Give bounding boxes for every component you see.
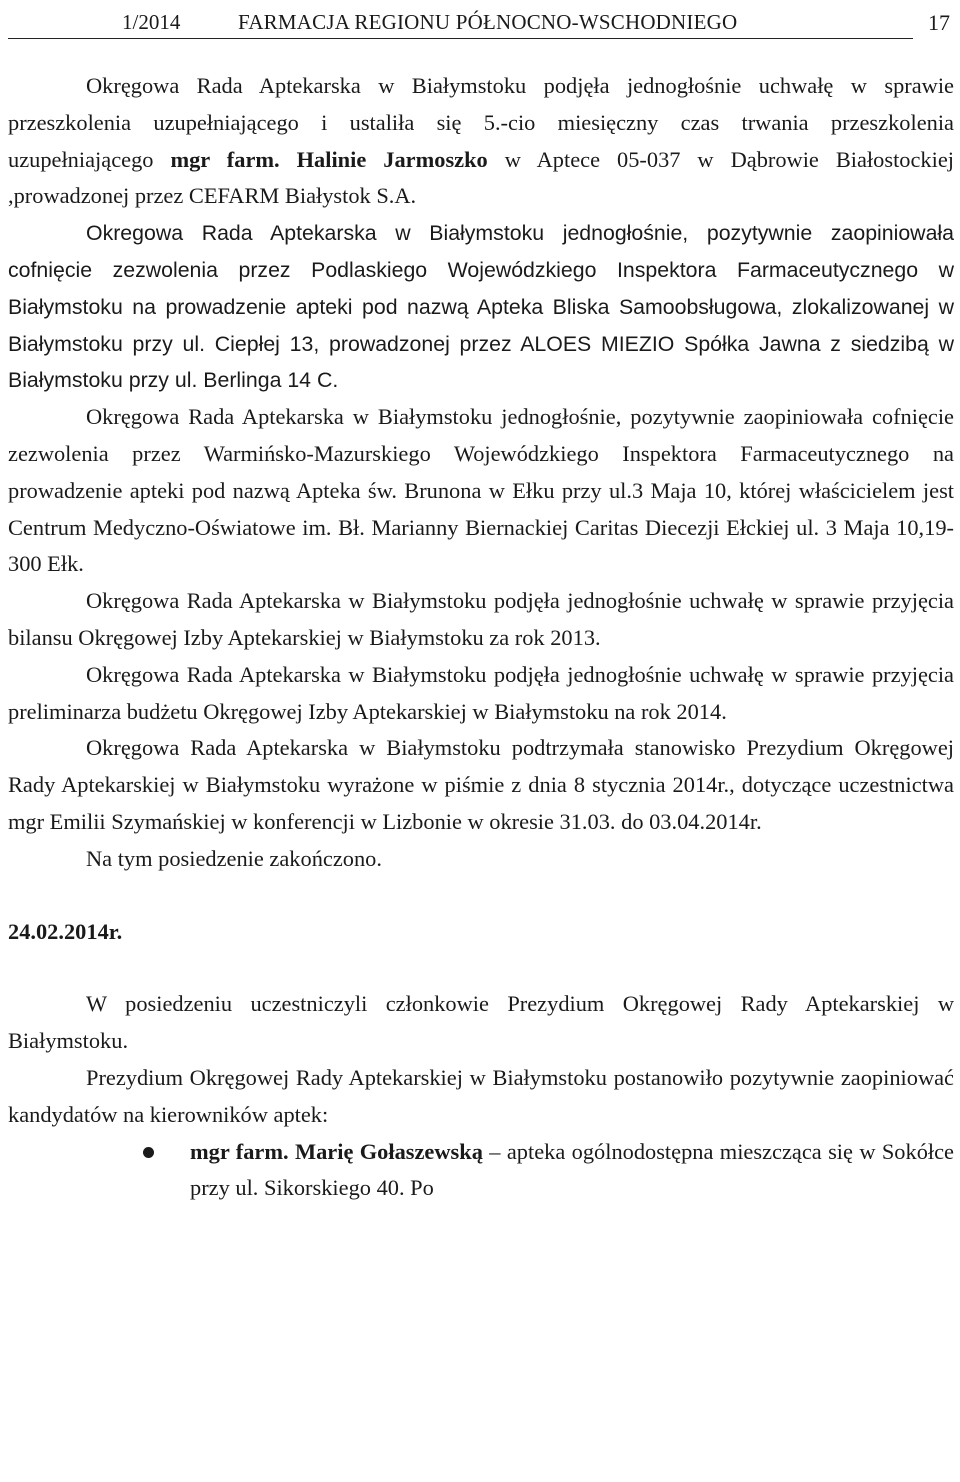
paragraph-budget-2014: [8, 657, 954, 731]
paragraph-candidates-intro: [8, 1060, 954, 1134]
paragraph-text: Okręgowa Rada Aptekarska w Białymstoku jednogłośnie, pozytywnie zaopiniowała cofnięcie zezwolenia przez Warmińsko-Mazurskiego Wojewódzkiego Inspektora Farmaceutycznego na prowadzenie apteki pod nazwą Apteka św. Brunona w Ełku przy ul.3 Maja 10, której właścicielem jest Centrum Medyczno-Oświatowe im. Bł. Marianny Biernackiej Caritas Diecezji Ełckiej ul. 3 Maja 10,19-300 Ełk.: [8, 404, 954, 577]
page-header: [8, 4, 954, 42]
paragraph-text: Okręgowa Rada Aptekarska w Białymstoku podtrzymała stanowisko Prezydium Okręgowej Rady Aptekarskiej w Białymstoku wyrażone w piśmie z dnia 8 stycznia 2014r., dotyczące uczestnictwa mgr Emilii Szymańskiej w konferencji w Lizbonie w okresie 31.03. do 03.04.2014r.: [8, 735, 954, 834]
spacer: [8, 950, 954, 986]
paragraph-closing: [8, 841, 954, 878]
paragraph-text: Okręgowa Rada Aptekarska w Białymstoku podjęła jednogłośnie uchwałę w sprawie przyjęcia preliminarza budżetu Okręgowej Izby Aptekarskiej w Białymstoku na rok 2014.: [8, 661, 954, 724]
paragraph-text: Ciepłej 13, prowadzonej przez ALOES MIEZIO Spółka Jawna z siedzibą w Białymstoku przy ul. Berlinga 14 C.: [8, 331, 954, 393]
paragraph-text: Okręgowa Rada Aptekarska w Białymstoku podjęła jednogłośnie uchwałę w sprawie przyjęcia bilansu Okręgowej Izby Aptekarskiej w Białymstoku za rok 2013.: [8, 588, 954, 650]
pharmacist-name: mgr farm. Halinie Jarmoszko: [170, 146, 488, 172]
paragraph-text: Okregowa Rada Aptekarska w Białymstoku jednogłośnie, pozytywnie zaopiniowała cofnięcie zezwolenia przez Podlaskiego Wojewódzkiego Inspektora Farmaceutycznego w Białymstoku na prowadzenie apteki pod nazwą Apteka Bliska Samoobsługowa, zlokalizowanej w Białymstoku przy ul.: [8, 221, 954, 356]
paragraph-text: Prezydium Okręgowej Rady Aptekarskiej w Białymstoku postanowiło pozytywnie zaopiniować kandydatów na kierowników aptek:: [8, 1064, 954, 1127]
paragraph-lisbon-conference: [8, 730, 954, 840]
article-body: [8, 68, 954, 1207]
header-rule: [8, 38, 913, 39]
candidate-name: mgr farm. Marię Gołaszewską: [190, 1138, 483, 1164]
meeting-date: 24.02.2014r.: [8, 918, 123, 944]
paragraph-text: W posiedzeniu uczestniczyli członkowie Prezydium Okręgowej Rady Aptekarskiej w Białymstoku.: [8, 991, 954, 1054]
candidate-details: – apteka ogólnodostępna mieszcząca się w Sokółce przy ul. Sikorskiego 40. Po: [190, 1138, 954, 1201]
paragraph-text: Na tym posiedzenie zakończono.: [86, 845, 382, 871]
paragraph-training-resolution: [8, 68, 954, 215]
paragraph-text: Okręgowa Rada Aptekarska w Białymstoku podjęła jednogłośnie uchwałę w sprawie przeszkolenia uzupełniającego i ustaliła się 5.-cio miesięczny czas trwania przeszkolenia uzupełniającego: [8, 73, 954, 172]
paragraph-revocation-podlaskie: [8, 215, 954, 399]
page-number: 17: [928, 10, 950, 35]
paragraph-attendees: [8, 986, 954, 1060]
list-item: [8, 1134, 954, 1208]
paragraph-revocation-warminsko-mazurskie: [8, 399, 954, 583]
bullet-icon: [143, 1147, 154, 1158]
spacer: [8, 878, 954, 914]
paragraph-balance-2013: [8, 583, 954, 657]
issue-number: 1/2014: [122, 10, 181, 34]
paragraph-text: w Aptece 05-037 w Dąbrowie Białostockiej ,prowadzonej przez CEFARM Białystok S.A.: [8, 146, 954, 209]
candidates-list: [8, 1134, 954, 1208]
journal-title: FARMACJA REGIONU PÓŁNOCNO-WSCHODNIEGO: [238, 10, 738, 34]
